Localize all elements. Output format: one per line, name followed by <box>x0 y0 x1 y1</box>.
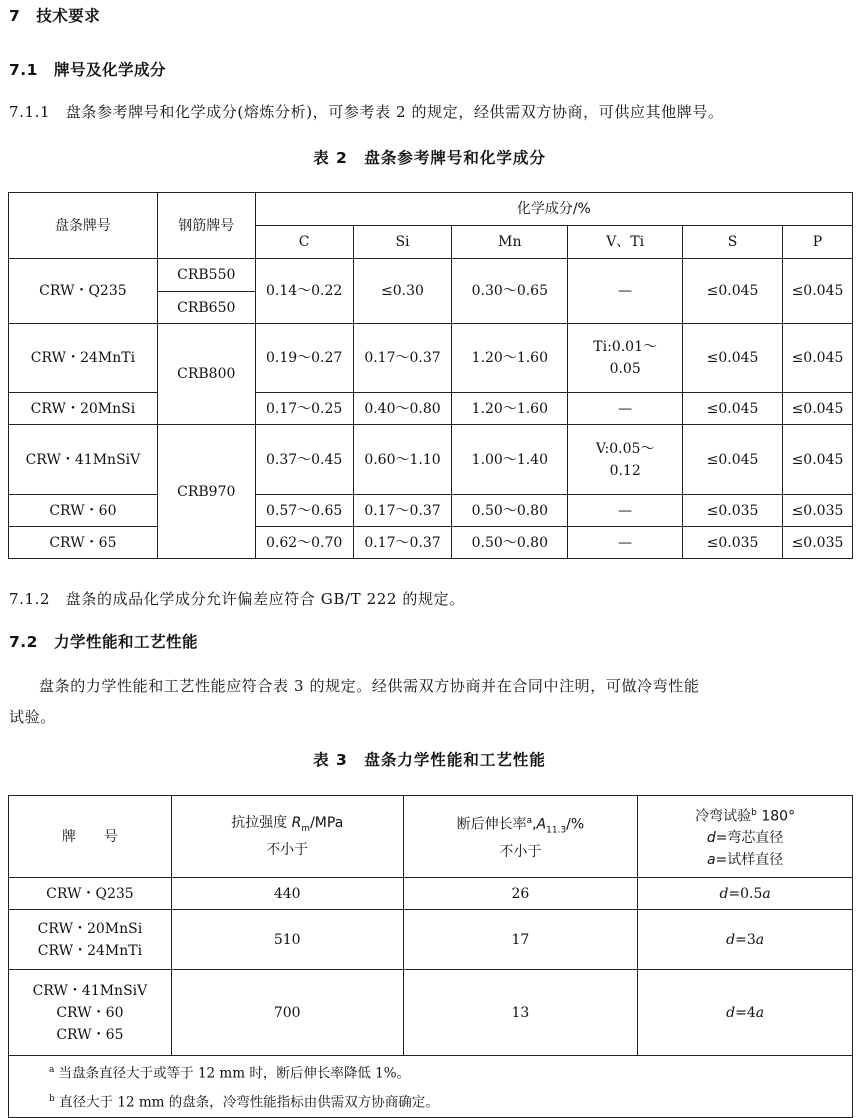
elongation-cell: 13 <box>403 970 638 1056</box>
bend-eq: =4 <box>735 1004 756 1021</box>
header-bend <box>638 796 853 878</box>
section-7-2-heading: 7.2 力学性能和工艺性能 <box>9 633 198 651</box>
p-cell: ≤0.035 <box>782 527 852 559</box>
tensile-cell: 440 <box>171 878 403 910</box>
tensile-label <box>174 812 401 840</box>
bend-angle: 180° <box>756 808 796 825</box>
bend-a-def <box>640 849 850 871</box>
header-element-mn: Mn <box>452 226 568 259</box>
s-cell: ≤0.045 <box>683 425 783 495</box>
p-cell: ≤0.045 <box>782 393 852 425</box>
c-cell: 0.62～0.70 <box>255 527 353 559</box>
table-row <box>9 910 853 970</box>
rebar-cell: CRB550 <box>157 259 255 292</box>
bend-a: a <box>762 885 771 902</box>
header-element-p: P <box>782 226 852 259</box>
table-row <box>9 259 853 292</box>
bend-d-def <box>640 827 850 849</box>
tensile-min-label: 不小于 <box>266 842 309 859</box>
tensile-label-text: 抗拉强度 <box>231 814 292 831</box>
vti-line: 0.05 <box>609 361 641 377</box>
si-cell: ≤0.30 <box>353 259 452 324</box>
header-element-vti: V、Ti <box>568 226 683 259</box>
bend-d-symbol: d <box>706 830 716 847</box>
header-rebar: 钢筋牌号 <box>157 193 255 259</box>
c-cell: 0.17～0.25 <box>255 393 353 425</box>
table-row <box>9 495 853 527</box>
header-element-c: C <box>255 226 353 259</box>
grade-cell: CRW・Q235 <box>9 259 158 324</box>
header-tensile <box>171 796 403 878</box>
p-cell: ≤0.045 <box>782 259 852 324</box>
table-row <box>9 878 853 910</box>
table-3 <box>8 795 853 1118</box>
footnote-b-marker: b <box>49 1093 55 1104</box>
header-element-s: S <box>683 226 783 259</box>
vti-cell: — <box>568 393 683 425</box>
grade-line: CRW・65 <box>56 1026 124 1043</box>
table-2-caption: 表 2 盘条参考牌号和化学成分 <box>313 149 546 167</box>
bend-cell <box>638 878 853 910</box>
grade-cell <box>9 970 172 1056</box>
table-3-caption: 表 3 盘条力学性能和工艺性能 <box>313 751 546 769</box>
si-cell: 0.40～0.80 <box>353 393 452 425</box>
grade-line: CRW・20MnSi <box>37 920 143 937</box>
table-row <box>9 970 853 1056</box>
bend-a: a <box>755 1004 765 1021</box>
footnote-b <box>49 1087 850 1116</box>
paragraph-7-1-2: 7.1.2 盘条的成品化学成分允许偏差应符合 GB/T 222 的规定。 <box>9 590 465 608</box>
paragraph-7-1-1: 7.1.1 盘条参考牌号和化学成分(熔炼分析)，可参考表 2 的规定，经供需双方协商，可供应其他牌号。 <box>9 103 724 121</box>
vti-cell <box>568 425 683 495</box>
header-chem: 化学成分/% <box>255 193 852 226</box>
grade-cell: CRW・20MnSi <box>9 393 158 425</box>
grade-cell <box>9 910 172 970</box>
bend-d: d <box>726 931 736 948</box>
s-cell: ≤0.045 <box>683 259 783 324</box>
section-7-heading: 7 技术要求 <box>9 7 101 25</box>
table-notes <box>9 1056 853 1118</box>
mn-cell: 0.50～0.80 <box>452 495 568 527</box>
rebar-cell: CRB970 <box>157 425 255 559</box>
bend-d: d <box>719 885 729 902</box>
mn-cell: 1.20～1.60 <box>452 324 568 393</box>
bend-a: a <box>755 931 765 948</box>
elongation-subscript: 11.3 <box>546 825 567 836</box>
grade-line: CRW・41MnSiV <box>32 982 148 999</box>
si-cell: 0.60～1.10 <box>353 425 452 495</box>
table-row <box>9 393 853 425</box>
rebar-cell: CRB650 <box>157 292 255 324</box>
rebar-cell: CRB800 <box>157 324 255 425</box>
bend-title-text: 冷弯试验 <box>695 808 752 825</box>
header-grade: 盘条牌号 <box>9 193 158 259</box>
header-elongation <box>403 796 638 878</box>
elongation-symbol: A <box>536 816 547 833</box>
header-grade: 牌 号 <box>9 796 172 878</box>
footnote-b-mark: b <box>751 807 757 818</box>
elongation-unit: /% <box>566 816 585 833</box>
tensile-unit: /MPa <box>310 814 344 831</box>
footnote-a <box>49 1058 850 1087</box>
bend-a-symbol: a <box>706 852 716 869</box>
s-cell: ≤0.045 <box>683 324 783 393</box>
bend-eq: =0.5 <box>728 885 763 902</box>
table-row <box>9 527 853 559</box>
c-cell: 0.14～0.22 <box>255 259 353 324</box>
elongation-min-label: 不小于 <box>499 844 542 861</box>
p-cell: ≤0.045 <box>782 324 852 393</box>
bend-d-desc: =弯芯直径 <box>715 830 784 847</box>
vti-cell <box>568 324 683 393</box>
bend-title <box>640 802 850 828</box>
grade-cell: CRW・65 <box>9 527 158 559</box>
table-row <box>9 324 853 393</box>
vti-line: 0.12 <box>609 462 641 479</box>
si-cell: 0.17～0.37 <box>353 495 452 527</box>
vti-cell: — <box>568 259 683 324</box>
grade-cell: CRW・Q235 <box>9 878 172 910</box>
elongation-cell: 17 <box>403 910 638 970</box>
mn-cell: 1.20～1.60 <box>452 393 568 425</box>
vti-line: Ti:0.01～ <box>593 339 658 355</box>
header-element-si: Si <box>353 226 452 259</box>
table-notes-row <box>9 1056 853 1118</box>
grade-cell: CRW・41MnSiV <box>9 425 158 495</box>
footnote-a-text: 当盘条直径大于或等于 12 mm 时，断后伸长率降低 1%。 <box>58 1065 411 1082</box>
s-cell: ≤0.035 <box>683 495 783 527</box>
vti-cell: — <box>568 495 683 527</box>
bend-a-desc: =试样直径 <box>715 852 784 869</box>
paragraph-7-2-line1: 盘条的力学性能和工艺性能应符合表 3 的规定。经供需双方协商并在合同中注明，可做冷弯性能 <box>39 677 700 695</box>
footnote-b-text: 直径大于 12 mm 的盘条，冷弯性能指标由供需双方协商确定。 <box>59 1094 439 1110</box>
s-cell: ≤0.045 <box>683 393 783 425</box>
vti-line: V:0.05～ <box>595 440 655 457</box>
grade-line: CRW・60 <box>56 1004 124 1021</box>
footnote-a-marker: a <box>49 1065 55 1075</box>
grade-cell: CRW・24MnTi <box>9 324 158 393</box>
elongation-cell: 26 <box>403 878 638 910</box>
paragraph-7-2-line2: 试验。 <box>9 708 56 726</box>
table-row <box>9 425 853 495</box>
tensile-cell: 700 <box>171 970 403 1056</box>
si-cell: 0.17～0.37 <box>353 527 452 559</box>
bend-eq: =3 <box>735 931 756 948</box>
tensile-subscript: m <box>301 823 311 834</box>
c-cell: 0.37～0.45 <box>255 425 353 495</box>
tensile-cell: 510 <box>171 910 403 970</box>
tensile-symbol: R <box>291 814 302 831</box>
section-7-1-heading: 7.1 牌号及化学成分 <box>9 61 166 79</box>
mn-cell: 1.00～1.40 <box>452 425 568 495</box>
p-cell: ≤0.045 <box>782 425 852 495</box>
grade-line: CRW・24MnTi <box>37 942 143 959</box>
p-cell: ≤0.035 <box>782 495 852 527</box>
bend-cell <box>638 910 853 970</box>
grade-cell: CRW・60 <box>9 495 158 527</box>
si-cell: 0.17～0.37 <box>353 324 452 393</box>
bend-cell <box>638 970 853 1056</box>
c-cell: 0.57～0.65 <box>255 495 353 527</box>
s-cell: ≤0.035 <box>683 527 783 559</box>
mn-cell: 0.30～0.65 <box>452 259 568 324</box>
footnote-a-mark: a <box>526 815 533 826</box>
elongation-label-text: 断后伸长率 <box>456 816 527 833</box>
mn-cell: 0.50～0.80 <box>452 527 568 559</box>
table-2 <box>8 192 853 559</box>
vti-cell: — <box>568 527 683 559</box>
elongation-label: 断后伸长率$^a,A_{11.3}/\%$ <box>456 815 585 836</box>
c-cell: 0.19～0.27 <box>255 324 353 393</box>
bend-d: d <box>726 1004 736 1021</box>
